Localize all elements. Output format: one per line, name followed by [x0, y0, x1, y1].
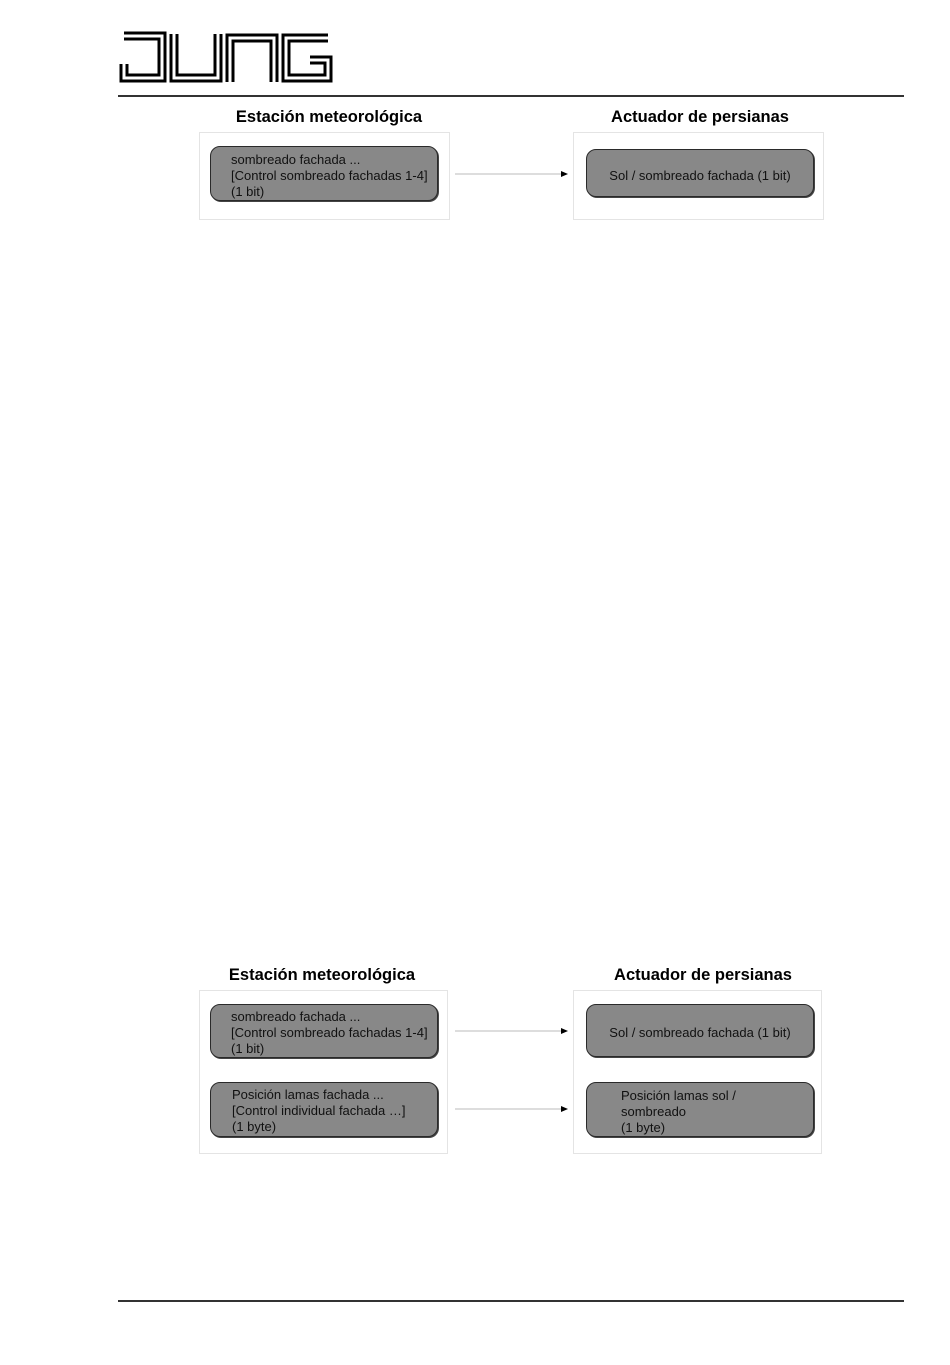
diagram2-connector-1	[455, 1025, 570, 1037]
object-label: Sol / sombreado fachada (1 bit)	[609, 168, 791, 183]
diagram2-actuator-object-1	[586, 1004, 814, 1057]
header-rule	[118, 95, 904, 97]
object-label: sombreado fachada ... [Control sombreado fachadas 1-4] (1 bit)	[231, 1009, 428, 1056]
jung-logo	[118, 30, 334, 86]
diagram1-actuator-object-1	[586, 149, 814, 197]
diagram1-weather-object-1	[210, 146, 438, 201]
diagram2-weather-object-1	[210, 1004, 438, 1058]
diagram2-left-title: Estación meteorológica	[228, 966, 416, 984]
diagram2-weather-object-2	[210, 1082, 438, 1137]
object-label: Posición lamas sol / sombreado (1 byte)	[621, 1088, 736, 1135]
object-label: sombreado fachada ... [Control sombreado fachadas 1-4] (1 bit)	[231, 152, 428, 199]
diagram1-right-title: Actuador de persianas	[611, 108, 789, 126]
diagram1-left-title: Estación meteorológica	[235, 108, 423, 126]
diagram2-actuator-object-2	[586, 1082, 814, 1137]
diagram2-connector-2	[455, 1103, 570, 1115]
diagram2-right-title: Actuador de persianas	[614, 966, 792, 984]
object-label: Posición lamas fachada ... [Control individual fachada …] (1 byte)	[232, 1087, 406, 1134]
object-label: Sol / sombreado fachada (1 bit)	[609, 1025, 791, 1040]
footer-rule	[118, 1300, 904, 1302]
diagram1-connector-1	[455, 168, 570, 180]
